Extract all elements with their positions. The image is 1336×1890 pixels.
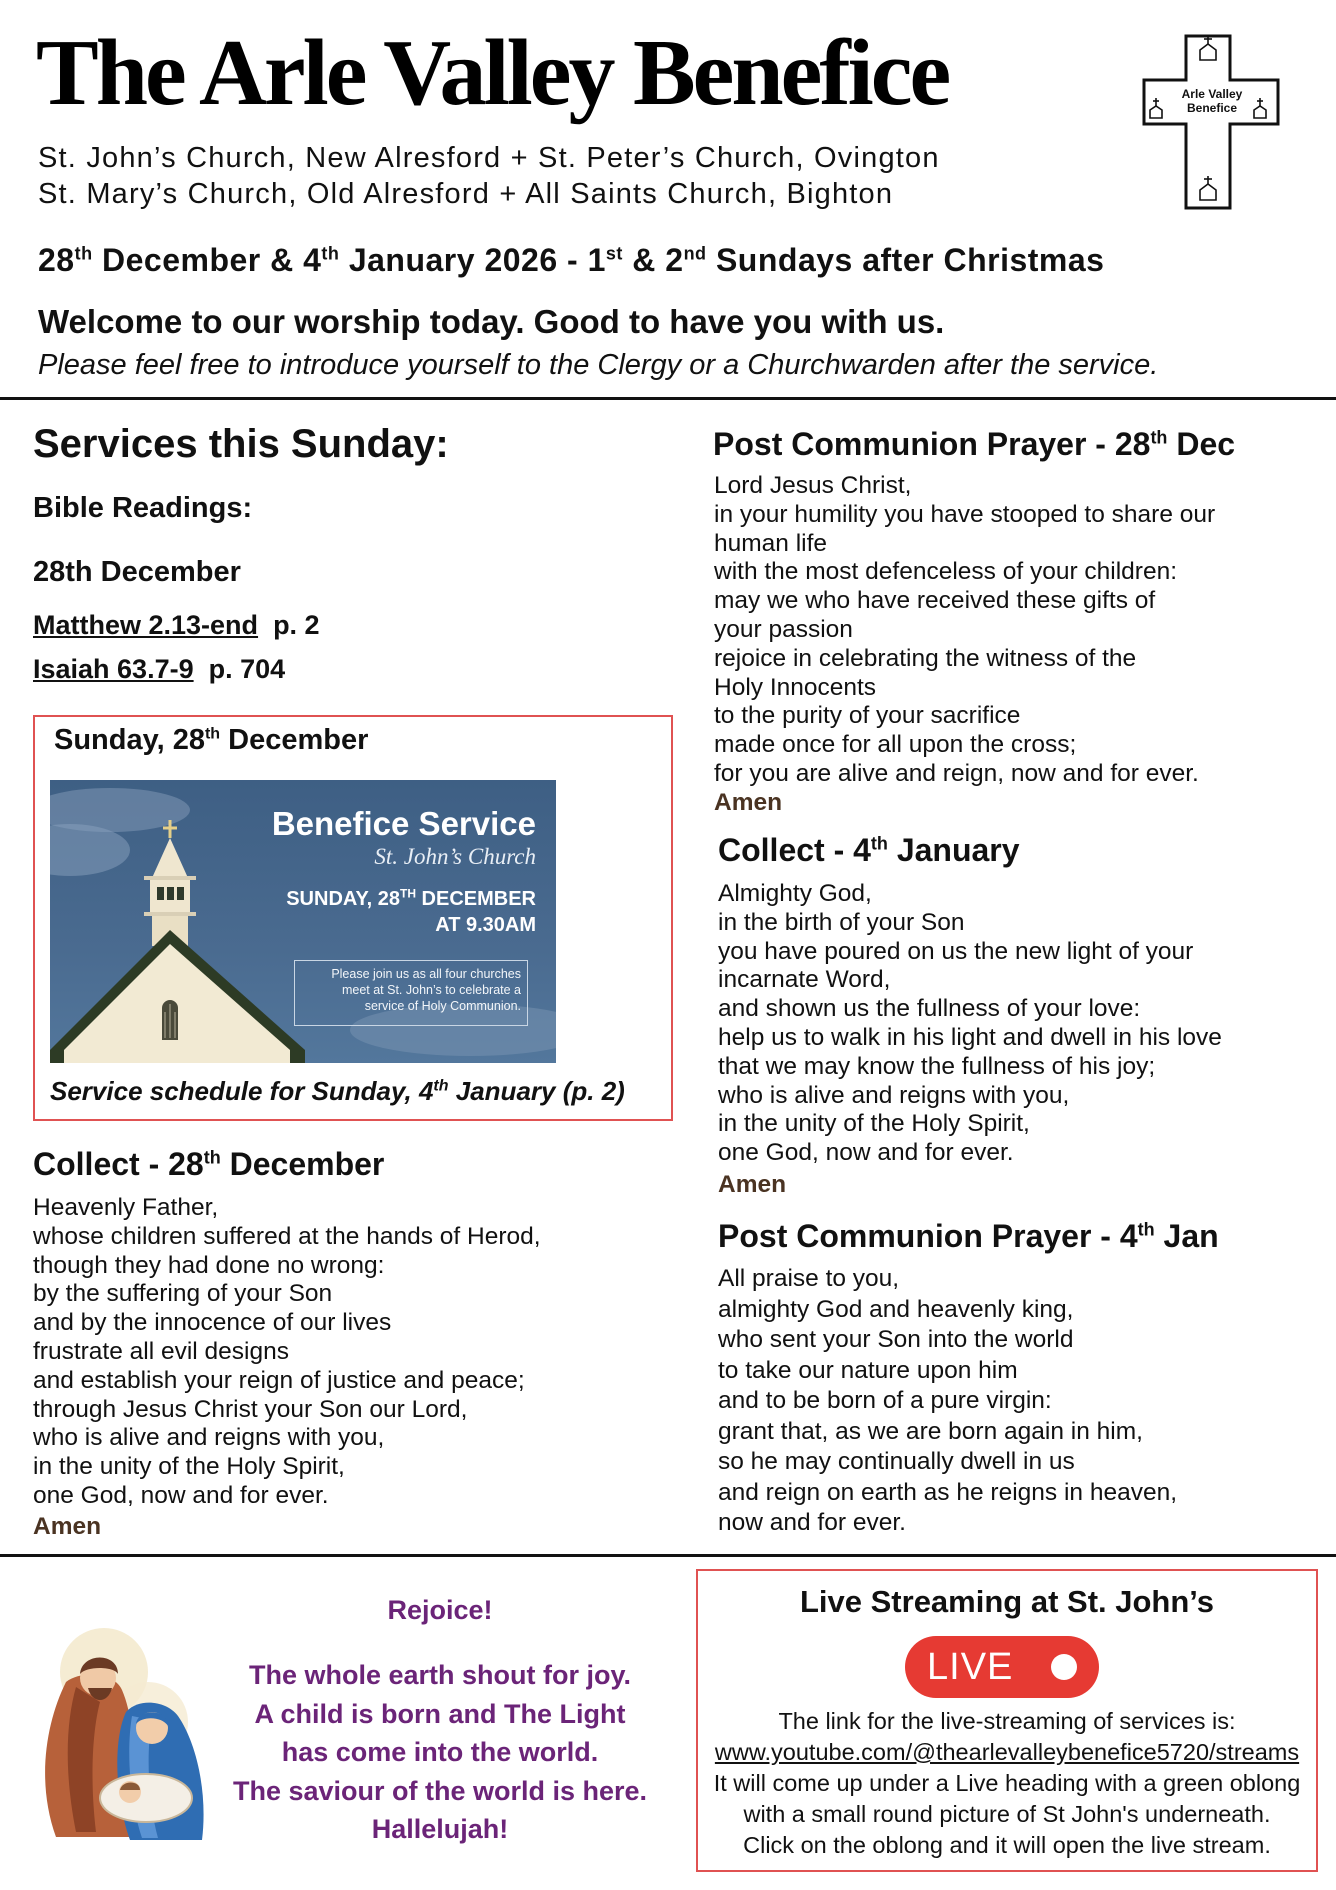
rejoice-title: Rejoice!	[387, 1595, 493, 1625]
churches-line-1: St. John’s Church, New Alresford + St. Peter’s Church, Ovington	[38, 142, 940, 174]
live-instructions: It will come up under a Live heading with a green oblong with a small round picture of St John's underneath. Click on the oblong and it will open the live stream.	[713, 1770, 1301, 1858]
record-dot-icon	[1051, 1654, 1077, 1680]
newsletter-title: The Arle Valley Benefice	[36, 21, 949, 125]
post-communion-4-text: All praise to you, almighty God and heavenly king, who sent your Son into the world to take our nature upon him and to be born of a pure virgin: grant that, as we are born again in him, so he may continually dwell in us and reign on earth as he reigns in heaven, now and for ever.	[718, 1265, 1178, 1536]
sunday-dates: 28th December & 4th January 2026 - 1st & 2nd Sundays after Christmas	[38, 242, 1105, 278]
banner-subtitle: St. John’s Church	[374, 844, 536, 869]
bible-readings-heading: Bible Readings:	[33, 492, 253, 524]
churches-line-2: St. Mary’s Church, Old Alresford + All Saints Church, Bighton	[38, 178, 894, 210]
collect-28-heading: Collect - 28th December	[33, 1146, 385, 1182]
benefice-service-banner	[50, 780, 556, 1063]
reading-item[interactable]: Matthew 2.13-end p. 2	[33, 610, 320, 640]
banner-time: AT 9.30AM	[435, 914, 536, 936]
banner-date: SUNDAY, 28TH DECEMBER	[286, 886, 536, 910]
sunday-box-title: Sunday, 28th December	[54, 724, 369, 756]
live-link-intro: The link for the live-streaming of services is:	[778, 1708, 1236, 1734]
service-schedule-caption: Service schedule for Sunday, 4th January (p. 2)	[50, 1076, 625, 1106]
collect-4-heading: Collect - 4th January	[718, 832, 1020, 868]
logo-text-line-2: Benefice	[1186, 101, 1238, 115]
welcome-heading: Welcome to our worship today. Good to have you with us.	[38, 303, 945, 340]
live-badge-label: LIVE	[927, 1646, 1014, 1688]
amen-label: Amen	[718, 1171, 787, 1198]
divider-top	[0, 397, 1336, 400]
banner-note: Please join us as all four churches meet at St. John’s to celebrate a service of Holy Communion.	[294, 960, 528, 1026]
post-communion-4-heading: Post Communion Prayer - 4th Jan	[718, 1218, 1219, 1254]
live-badge	[905, 1636, 1099, 1698]
divider-bottom	[0, 1554, 1336, 1557]
rejoice-verse: The whole earth shout for joy. A child is born and The Light has come into the world. The saviour of the world is here. Hallelujah!	[232, 1660, 648, 1844]
nativity-illustration	[26, 1612, 216, 1847]
post-communion-28-heading: Post Communion Prayer - 28th Dec	[713, 426, 1236, 462]
readings-date: 28th December	[33, 556, 241, 588]
post-communion-28-text: Lord Jesus Christ, in your humility you have stooped to share our human life with the most defenceless of your children: may we who have received these gifts of your passion rejoice in celebrating the witness of the Holy Innocents to the purity of your sacrifice made once for all upon the cross; for you are alive and reign, now and for ever.	[714, 472, 1216, 787]
collect-4-text: Almighty God, in the birth of your Son you have poured on us the new light of your incarnate Word, and shown us the fullness of your love: help us to walk in his light and dwell in his love that we may know the fullness of his joy; who is alive and reigns with you, in the unity of the Holy Spirit, one God, now and for ever.	[718, 880, 1222, 1167]
welcome-subtext: Please feel free to introduce yourself to the Clergy or a Churchwarden after the service.	[38, 349, 1159, 381]
logo-text-line-1: Arle Valley	[1181, 87, 1243, 101]
collect-28-text: Heavenly Father, whose children suffered at the hands of Herod, though they had done no wrong: by the suffering of your Son and by the innocence of our lives frustrate all evil designs and establish your reign of justice and peace; through Jesus Christ your Son our Lord, who is alive and reigns with you, in the unity of the Holy Spirit, one God, now and for ever.	[33, 1194, 541, 1509]
live-stream-link[interactable]: www.youtube.com/@thearlevalleybenefice5720/streams	[714, 1739, 1300, 1765]
amen-label: Amen	[33, 1513, 102, 1540]
benefice-cross-logo	[1140, 32, 1284, 212]
services-heading: Services this Sunday:	[33, 422, 449, 466]
reading-item[interactable]: Isaiah 63.7-9 p. 704	[33, 654, 286, 684]
banner-title: Benefice Service	[271, 805, 536, 842]
live-streaming-title: Live Streaming at St. John’s	[799, 1584, 1214, 1619]
amen-label: Amen	[714, 789, 783, 816]
